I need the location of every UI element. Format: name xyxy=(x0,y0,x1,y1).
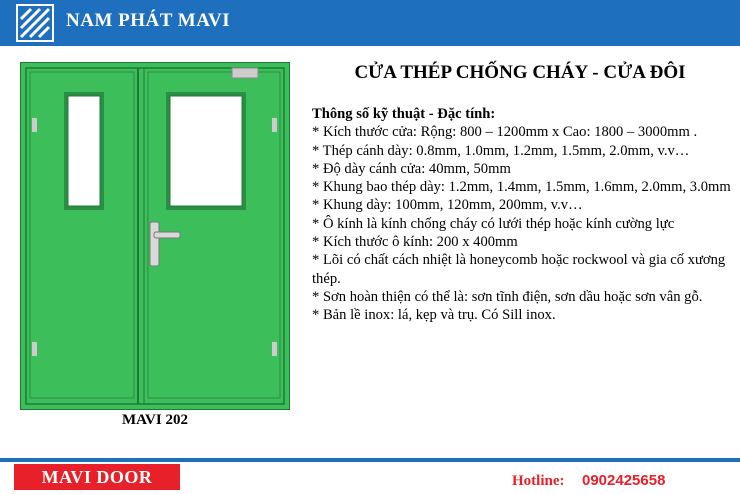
spec-line: * Thép cánh dày: 0.8mm, 1.0mm, 1.2mm, 1.5mm, 2.0mm, v.v… xyxy=(312,142,690,159)
spec-line: * Khung bao thép dày: 1.2mm, 1.4mm, 1.5mm, 1.6mm, 2.0mm, 3.0mm xyxy=(312,179,731,196)
footer-divider xyxy=(0,458,740,462)
spec-line: * Kích thước cửa: Rộng: 800 – 1200mm x Cao: 1800 – 3000mm . xyxy=(312,124,698,141)
page-title: CỬA THÉP CHỐNG CHÁY - CỬA ĐÔI xyxy=(354,62,686,83)
hotline-number[interactable]: 0902425658 xyxy=(582,472,666,489)
door-image xyxy=(20,62,290,410)
spec-line: * Sơn hoàn thiện có thể là: sơn tĩnh điện, sơn dầu hoặc sơn vân gỗ. xyxy=(312,288,703,305)
spec-line: * Ô kính là kính chống cháy có lưới thép hoặc kính cường lực xyxy=(312,215,675,232)
hotline-label: Hotline: xyxy=(512,473,565,489)
footer-bar xyxy=(0,458,740,494)
specs-heading: Thông số kỹ thuật - Đặc tính: xyxy=(312,106,496,122)
spec-line: * Khung dày: 100mm, 120mm, 200mm, v.v… xyxy=(312,197,583,214)
spec-line: * Lõi có chất cách nhiệt là honeycomb hoặc rockwool và gia cố xương thép. xyxy=(312,252,726,287)
spec-line: * Kích thước ô kính: 200 x 400mm xyxy=(312,234,518,251)
brand-name: NAM PHÁT MAVI xyxy=(66,10,231,31)
specs-block xyxy=(312,105,732,325)
mavi-door-button[interactable]: MAVI DOOR xyxy=(14,464,180,490)
spec-line: * Bản lề inox: lá, kẹp và trụ. Có Sill inox. xyxy=(312,307,556,324)
logo-icon xyxy=(16,4,54,42)
product-caption: MAVI 202 xyxy=(122,412,188,428)
spec-line: * Độ dày cánh cửa: 40mm, 50mm xyxy=(312,160,511,177)
header-bar xyxy=(0,0,740,46)
